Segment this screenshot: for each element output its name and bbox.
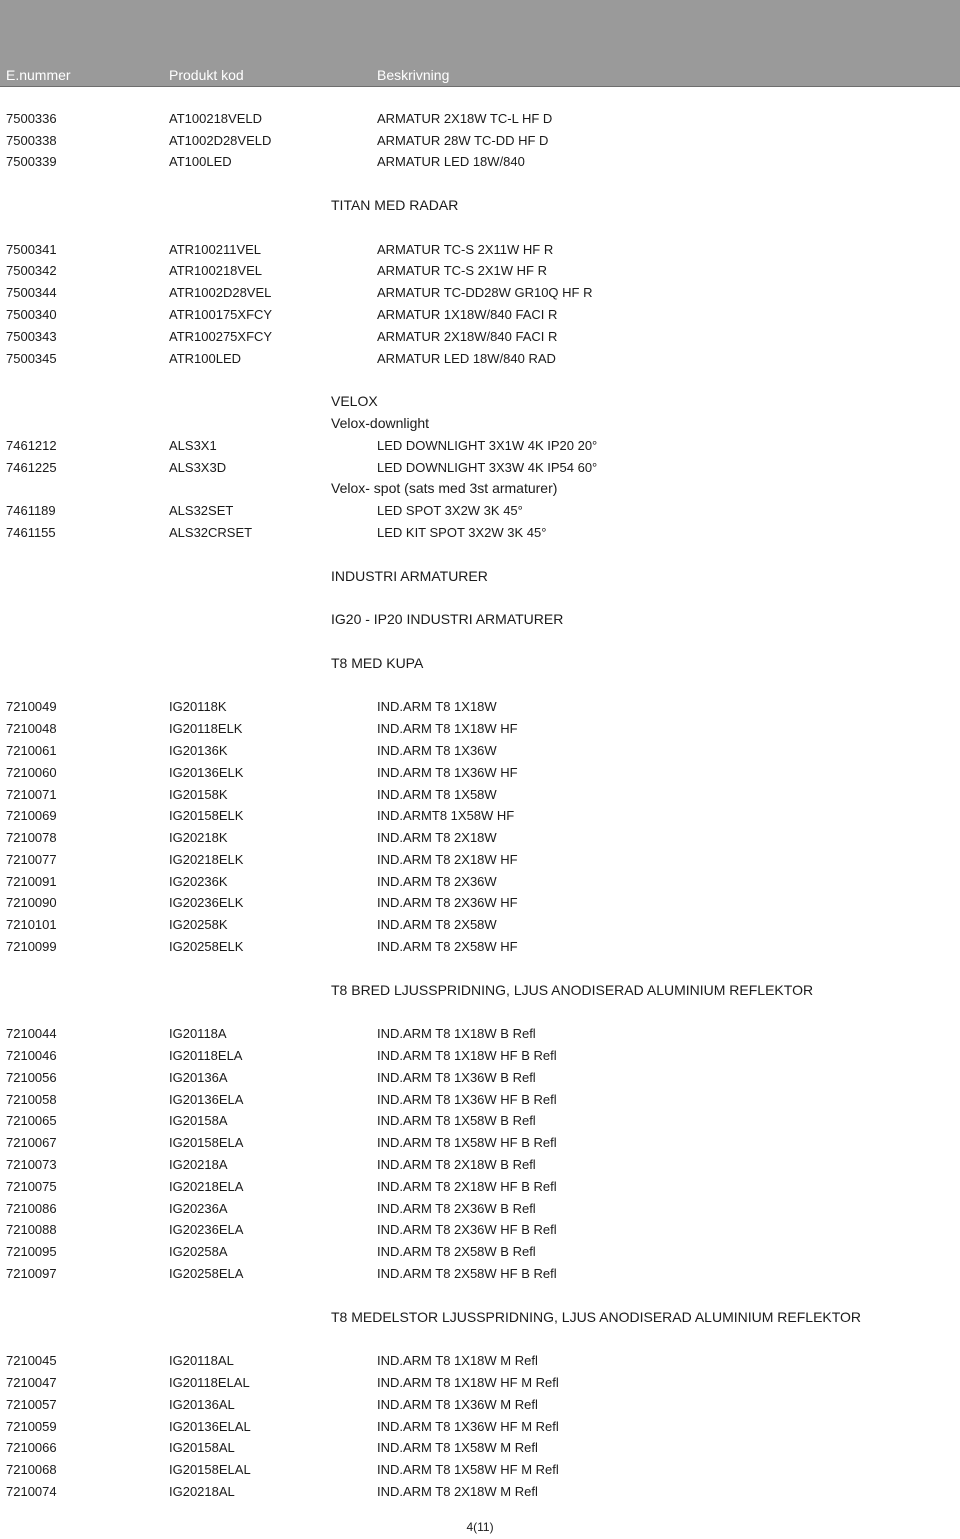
cell-beskrivning: LED DOWNLIGHT 3X1W 4K IP20 20° — [377, 437, 598, 453]
cell-produkt-kod: IG20136AL — [169, 1396, 235, 1412]
cell-produkt-kod: IG20236ELA — [169, 1222, 244, 1238]
table-row — [0, 304, 960, 326]
table-row — [0, 435, 960, 457]
table-header — [0, 0, 960, 87]
cell-enummer: 7210101 — [6, 917, 57, 933]
cell-produkt-kod: IG20218ELK — [169, 851, 244, 867]
cell-produkt-kod: IG20218K — [169, 830, 228, 846]
cell-enummer: 7500345 — [6, 350, 57, 366]
cell-produkt-kod: IG20258A — [169, 1244, 228, 1260]
cell-enummer: 7500340 — [6, 306, 57, 322]
cell-produkt-kod: IG20236K — [169, 873, 228, 889]
cell-beskrivning: IND.ARM T8 2X58W — [377, 917, 497, 933]
cell-enummer: 7210066 — [6, 1440, 57, 1456]
table-row — [0, 1176, 960, 1198]
cell-produkt-kod: IG20158ELA — [169, 1135, 244, 1151]
cell-enummer: 7500339 — [6, 154, 57, 170]
table-row — [0, 740, 960, 762]
section-heading-row — [0, 653, 960, 675]
page-number: 4(11) — [466, 1520, 494, 1534]
section-heading: Velox- spot (sats med 3st armaturer) — [331, 480, 558, 497]
column-header-produkt-kod: Produkt kod — [169, 67, 244, 83]
cell-produkt-kod: AT1002D28VELD — [169, 132, 272, 148]
cell-beskrivning: IND.ARM T8 1X58W HF B Refl — [377, 1135, 557, 1151]
cell-produkt-kod: ATR100211VEL — [169, 241, 262, 257]
cell-beskrivning: IND.ARM T8 2X36W — [377, 873, 497, 889]
table-row — [0, 1045, 960, 1067]
cell-enummer: 7500342 — [6, 263, 57, 279]
cell-enummer: 7210071 — [6, 786, 57, 802]
cell-produkt-kod: AT100218VELD — [169, 110, 262, 126]
cell-enummer: 7210059 — [6, 1418, 57, 1434]
cell-beskrivning: IND.ARM T8 1X58W M Refl — [377, 1440, 538, 1456]
cell-beskrivning: ARMATUR LED 18W/840 — [377, 154, 525, 170]
section-heading: TITAN MED RADAR — [331, 196, 459, 213]
cell-beskrivning: IND.ARM T8 1X18W HF M Refl — [377, 1375, 559, 1391]
cell-beskrivning: IND.ARM T8 1X36W HF — [377, 764, 518, 780]
cell-beskrivning: IND.ARM T8 2X18W B Refl — [377, 1157, 536, 1173]
cell-beskrivning: LED SPOT 3X2W 3K 45° — [377, 503, 523, 519]
spacer — [0, 1001, 960, 1023]
table-row — [0, 108, 960, 130]
spacer — [0, 958, 960, 980]
cell-enummer: 7210097 — [6, 1266, 57, 1282]
cell-enummer: 7500341 — [6, 241, 57, 257]
section-heading: VELOX — [331, 393, 378, 410]
cell-enummer: 7461155 — [6, 524, 56, 540]
cell-produkt-kod: ATR100275XFCY — [169, 328, 273, 344]
cell-beskrivning: IND.ARM T8 1X18W HF B Refl — [377, 1048, 557, 1064]
table-row — [0, 1132, 960, 1154]
cell-beskrivning: IND.ARM T8 1X36W HF M Refl — [377, 1418, 559, 1434]
cell-beskrivning: IND.ARM T8 1X18W HF — [377, 721, 518, 737]
cell-enummer: 7210058 — [6, 1091, 57, 1107]
cell-produkt-kod: IG20158A — [169, 1113, 228, 1129]
cell-enummer: 7210091 — [6, 873, 57, 889]
cell-enummer: 7210086 — [6, 1200, 57, 1216]
table-row — [0, 282, 960, 304]
table-row — [0, 1067, 960, 1089]
spacer — [0, 217, 960, 239]
cell-enummer: 7210065 — [6, 1113, 57, 1129]
cell-beskrivning: ARMATUR TC-DD28W GR10Q HF R — [377, 285, 593, 301]
table-row — [0, 696, 960, 718]
cell-enummer: 7210067 — [6, 1135, 57, 1151]
cell-produkt-kod: IG20158AL — [169, 1440, 235, 1456]
cell-beskrivning: IND.ARM T8 2X58W B Refl — [377, 1244, 536, 1260]
table-row — [0, 1089, 960, 1111]
cell-produkt-kod: IG20118ELAL — [169, 1375, 250, 1391]
table-row — [0, 1241, 960, 1263]
section-heading: IG20 - IP20 INDUSTRI ARMATURER — [331, 611, 564, 628]
cell-beskrivning: IND.ARM T8 1X58W B Refl — [377, 1113, 536, 1129]
cell-beskrivning: IND.ARM T8 1X18W M Refl — [377, 1353, 538, 1369]
cell-enummer: 7500343 — [6, 328, 57, 344]
table-row — [0, 1263, 960, 1285]
column-header-beskrivning: Beskrivning — [377, 67, 450, 83]
cell-beskrivning: IND.ARM T8 2X36W HF — [377, 895, 518, 911]
section-heading-row — [0, 478, 960, 500]
cell-produkt-kod: IG20136ELK — [169, 764, 244, 780]
table-row — [0, 1481, 960, 1503]
cell-produkt-kod: ALS32SET — [169, 503, 234, 519]
table-row — [0, 871, 960, 893]
cell-enummer: 7500344 — [6, 285, 57, 301]
cell-enummer: 7210099 — [6, 939, 57, 955]
cell-beskrivning: IND.ARM T8 1X18W B Refl — [377, 1026, 536, 1042]
cell-produkt-kod: ATR100LED — [169, 350, 242, 366]
cell-produkt-kod: IG20118A — [169, 1026, 227, 1042]
cell-produkt-kod: IG20258K — [169, 917, 228, 933]
cell-beskrivning: IND.ARM T8 2X18W HF — [377, 851, 518, 867]
spacer — [0, 173, 960, 195]
cell-enummer: 7210073 — [6, 1157, 57, 1173]
table-row — [0, 892, 960, 914]
cell-produkt-kod: IG20136ELA — [169, 1091, 244, 1107]
cell-enummer: 7210077 — [6, 851, 57, 867]
cell-produkt-kod: IG20118ELK — [169, 721, 243, 737]
cell-beskrivning: IND.ARM T8 2X58W HF — [377, 939, 518, 955]
cell-beskrivning: ARMATUR TC-S 2X11W HF R — [377, 241, 554, 257]
product-list — [0, 86, 960, 1503]
cell-enummer: 7210044 — [6, 1026, 57, 1042]
cell-produkt-kod: IG20118K — [169, 699, 227, 715]
cell-beskrivning: IND.ARM T8 2X36W B Refl — [377, 1200, 536, 1216]
cell-enummer: 7461212 — [6, 437, 57, 453]
cell-beskrivning: LED DOWNLIGHT 3X3W 4K IP54 60° — [377, 459, 598, 475]
cell-enummer: 7500336 — [6, 110, 57, 126]
cell-produkt-kod: IG20158K — [169, 786, 228, 802]
section-heading-row — [0, 1307, 960, 1329]
cell-produkt-kod: IG20236A — [169, 1200, 228, 1216]
table-row — [0, 784, 960, 806]
cell-enummer: 7210068 — [6, 1462, 57, 1478]
table-row — [0, 500, 960, 522]
cell-produkt-kod: IG20118ELA — [169, 1048, 243, 1064]
table-row — [0, 1110, 960, 1132]
cell-beskrivning: ARMATUR TC-S 2X1W HF R — [377, 263, 547, 279]
cell-beskrivning: IND.ARM T8 2X18W M Refl — [377, 1484, 538, 1499]
cell-enummer: 7210047 — [6, 1375, 57, 1391]
table-row — [0, 130, 960, 152]
cell-beskrivning: ARMATUR 2X18W/840 FACI R — [377, 328, 558, 344]
column-header-enummer: E.nummer — [6, 67, 71, 83]
cell-beskrivning: IND.ARM T8 1X36W M Refl — [377, 1396, 538, 1412]
cell-beskrivning: IND.ARM T8 1X58W — [377, 786, 497, 802]
cell-produkt-kod: IG20218AL — [169, 1484, 235, 1499]
cell-beskrivning: ARMATUR 28W TC-DD HF D — [377, 132, 549, 148]
spacer — [0, 1285, 960, 1307]
cell-enummer: 7210061 — [6, 742, 57, 758]
cell-produkt-kod: IG20258ELK — [169, 939, 244, 955]
section-heading: T8 MEDELSTOR LJUSSPRIDNING, LJUS ANODISERAD ALUMINIUM REFLEKTOR — [331, 1308, 862, 1325]
table-row — [0, 1219, 960, 1241]
cell-enummer: 7210060 — [6, 764, 57, 780]
cell-beskrivning: IND.ARM T8 2X36W HF B Refl — [377, 1222, 557, 1238]
cell-produkt-kod: IG20158ELK — [169, 808, 244, 824]
table-row — [0, 522, 960, 544]
cell-enummer: 7210074 — [6, 1484, 57, 1499]
table-row — [0, 1198, 960, 1220]
cell-produkt-kod: ATR100175XFCY — [169, 306, 273, 322]
cell-enummer: 7461225 — [6, 459, 57, 475]
table-row — [0, 1154, 960, 1176]
cell-enummer: 7210056 — [6, 1069, 57, 1085]
cell-produkt-kod: IG20218A — [169, 1157, 228, 1173]
table-row — [0, 1394, 960, 1416]
table-row — [0, 151, 960, 173]
table-row — [0, 1416, 960, 1438]
spacer — [0, 675, 960, 697]
cell-enummer: 7210069 — [6, 808, 57, 824]
table-row — [0, 457, 960, 479]
cell-beskrivning: IND.ARM T8 2X58W HF B Refl — [377, 1266, 557, 1282]
cell-beskrivning: LED KIT SPOT 3X2W 3K 45° — [377, 524, 547, 540]
section-heading-row — [0, 195, 960, 217]
cell-produkt-kod: AT100LED — [169, 154, 232, 170]
section-heading-row — [0, 980, 960, 1002]
table-row — [0, 849, 960, 871]
spacer — [0, 369, 960, 391]
cell-produkt-kod: IG20236ELK — [169, 895, 244, 911]
section-heading: Velox-downlight — [331, 414, 430, 431]
table-row — [0, 1023, 960, 1045]
table-row — [0, 762, 960, 784]
cell-beskrivning: IND.ARMT8 1X58W HF — [377, 808, 515, 824]
cell-beskrivning: IND.ARM T8 2X18W HF B Refl — [377, 1178, 557, 1194]
cell-produkt-kod: IG20118AL — [169, 1353, 234, 1369]
table-row — [0, 1437, 960, 1459]
section-heading-row — [0, 391, 960, 413]
table-row — [0, 1372, 960, 1394]
cell-enummer: 7500338 — [6, 132, 57, 148]
cell-enummer: 7210046 — [6, 1048, 57, 1064]
spacer — [0, 631, 960, 653]
cell-enummer: 7210090 — [6, 895, 57, 911]
table-row — [0, 827, 960, 849]
cell-enummer: 7210078 — [6, 830, 57, 846]
cell-beskrivning: ARMATUR 1X18W/840 FACI R — [377, 306, 558, 322]
table-row — [0, 718, 960, 740]
table-row — [0, 914, 960, 936]
cell-enummer: 7461189 — [6, 503, 56, 519]
cell-beskrivning: ARMATUR 2X18W TC-L HF D — [377, 110, 553, 126]
section-heading-row — [0, 413, 960, 435]
section-heading: T8 MED KUPA — [331, 654, 424, 671]
cell-produkt-kod: ATR100218VEL — [169, 263, 262, 279]
cell-produkt-kod: IG20258ELA — [169, 1266, 244, 1282]
spacer — [0, 86, 960, 108]
cell-beskrivning: IND.ARM T8 1X58W HF M Refl — [377, 1462, 559, 1478]
table-row — [0, 805, 960, 827]
cell-produkt-kod: IG20136A — [169, 1069, 228, 1085]
cell-produkt-kod: ALS3X3D — [169, 459, 227, 475]
cell-produkt-kod: ALS3X1 — [169, 437, 217, 453]
section-heading-row — [0, 609, 960, 631]
cell-produkt-kod: IG20158ELAL — [169, 1462, 251, 1478]
section-heading: INDUSTRI ARMATURER — [331, 567, 488, 584]
cell-beskrivning: IND.ARM T8 1X18W — [377, 699, 497, 715]
cell-enummer: 7210088 — [6, 1222, 57, 1238]
spacer — [0, 1328, 960, 1350]
table-row — [0, 326, 960, 348]
section-heading-row — [0, 566, 960, 588]
cell-enummer: 7210095 — [6, 1244, 57, 1260]
spacer — [0, 544, 960, 566]
section-heading: T8 BRED LJUSSPRIDNING, LJUS ANODISERAD ALUMINIUM REFLEKTOR — [331, 981, 814, 998]
cell-enummer: 7210049 — [6, 699, 57, 715]
cell-produkt-kod: IG20136ELAL — [169, 1418, 251, 1434]
cell-beskrivning: IND.ARM T8 2X18W — [377, 830, 497, 846]
cell-beskrivning: IND.ARM T8 1X36W B Refl — [377, 1069, 536, 1085]
cell-beskrivning: IND.ARM T8 1X36W HF B Refl — [377, 1091, 557, 1107]
cell-enummer: 7210057 — [6, 1396, 57, 1412]
cell-beskrivning: IND.ARM T8 1X36W — [377, 742, 497, 758]
table-row — [0, 1459, 960, 1481]
table-row — [0, 1350, 960, 1372]
table-row — [0, 348, 960, 370]
cell-enummer: 7210048 — [6, 721, 57, 737]
table-row — [0, 936, 960, 958]
spacer — [0, 587, 960, 609]
cell-beskrivning: ARMATUR LED 18W/840 RAD — [377, 350, 556, 366]
cell-produkt-kod: IG20218ELA — [169, 1178, 244, 1194]
cell-produkt-kod: IG20136K — [169, 742, 228, 758]
table-row — [0, 239, 960, 261]
table-row — [0, 260, 960, 282]
cell-enummer: 7210075 — [6, 1178, 57, 1194]
cell-produkt-kod: ALS32CRSET — [169, 524, 253, 540]
cell-produkt-kod: ATR1002D28VEL — [169, 285, 272, 301]
cell-enummer: 7210045 — [6, 1353, 57, 1369]
